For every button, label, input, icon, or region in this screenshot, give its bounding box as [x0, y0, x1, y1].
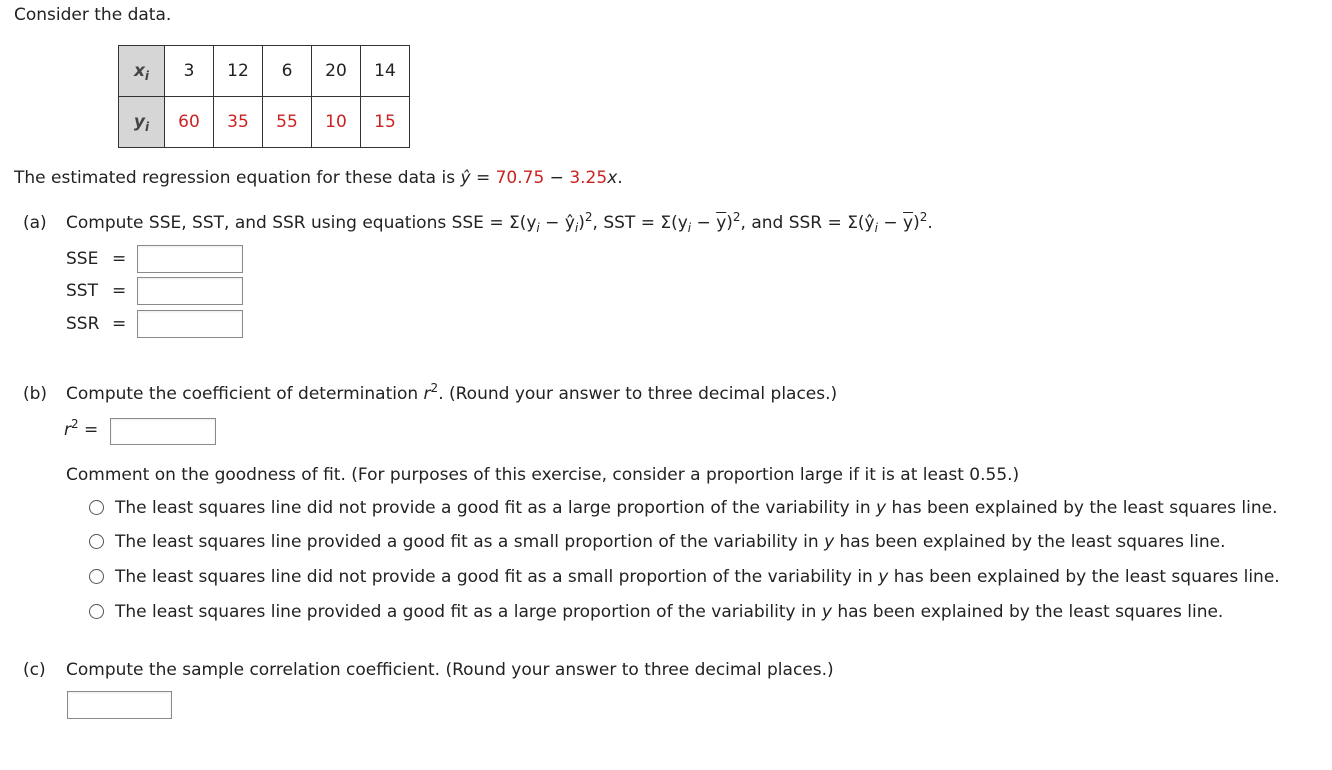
y-cell: 55	[263, 97, 312, 148]
x-cell: 14	[361, 46, 410, 97]
part-c-label: (c)	[23, 660, 46, 680]
sse-formula: $\Sigma(y_i$ − $ŷ_i)^2$	[508, 210, 593, 235]
sst-formula: $\Sigma(y_i - \overline{y})^2$	[660, 210, 741, 235]
y-cell: 35	[214, 97, 263, 148]
sst-input[interactable]	[137, 277, 243, 305]
part-a-text: Compute SSE, SST, and SSR using equations SSE =	[66, 213, 504, 233]
intercept-value: 70.75	[495, 168, 545, 188]
radio-option-4[interactable]	[89, 604, 104, 619]
x-header	[119, 46, 165, 97]
comment-text: Comment on the goodness of fit. (For purposes of this exercise, consider a proportion large if it is at least 0.55.)	[66, 465, 1020, 485]
sst-label: SST	[66, 281, 98, 301]
y-cell: 15	[361, 97, 410, 148]
x-cell: 12	[214, 46, 263, 97]
option-4-label[interactable]: The least squares line provided a good fit as a large proportion of the variability in y has been explained by the least squares line.	[115, 602, 1224, 622]
regression-text: The estimated regression equation for these data is	[14, 168, 456, 188]
x-row	[119, 46, 410, 97]
radio-option-3[interactable]	[89, 569, 104, 584]
sse-label: SSE	[66, 249, 99, 269]
option-3-label[interactable]: The least squares line did not provide a good fit as a small proportion of the variability in y has been explained by the least squares line.	[115, 567, 1280, 587]
ssr-equals: =	[112, 314, 127, 334]
x-cell: 3	[165, 46, 214, 97]
radio-option-2[interactable]	[89, 534, 104, 549]
ssr-text: , and SSR =	[740, 213, 842, 233]
y-row	[119, 97, 410, 148]
r2-input[interactable]	[110, 418, 216, 445]
yhat-symbol: ŷ	[460, 168, 471, 188]
slope-value: 3.25	[569, 168, 608, 188]
ssr-label: SSR	[66, 314, 100, 334]
y-sub: i	[144, 120, 150, 134]
data-table	[118, 45, 410, 148]
option-1-label[interactable]: The least squares line did not provide a good fit as a large proportion of the variability in y has been explained by the least squares line.	[115, 498, 1278, 518]
sse-equals: =	[112, 249, 127, 269]
x-cell: 20	[312, 46, 361, 97]
y-label: y	[133, 112, 145, 132]
part-c-prompt: Compute the sample correlation coefficient. (Round your answer to three decimal places.)	[66, 660, 834, 680]
sst-text: , SST =	[592, 213, 655, 233]
x-cell: 6	[263, 46, 312, 97]
part-a-prompt: Compute SSE, SST, and SSR using equations SSE = $\Sigma(y_i$ − $ŷ_i)^2$, SST = $\Sigma(y_i - \overline{y})^2$, and SSR = $\Sigma(ŷ_i - \overline{y})^2$.	[66, 210, 933, 235]
y-header	[119, 97, 165, 148]
period: .	[617, 168, 623, 188]
part-b-prompt: Compute the coefficient of determination $r^2$. (Round your answer to three decimal places.)	[66, 381, 838, 404]
y-cell: 60	[165, 97, 214, 148]
sse-input[interactable]	[137, 245, 243, 273]
y-cell: 10	[312, 97, 361, 148]
option-2-label[interactable]: The least squares line provided a good fit as a small proportion of the variability in y has been explained by the least squares line.	[115, 532, 1226, 552]
part-b-label: (b)	[23, 384, 48, 404]
correlation-input[interactable]	[67, 691, 172, 719]
x-variable: x	[607, 168, 618, 188]
r2-label: $r^2$ =	[64, 417, 99, 440]
intro-text: Consider the data.	[14, 5, 172, 25]
part-a-label: (a)	[23, 213, 47, 233]
equals-sign: =	[475, 168, 491, 188]
ssr-formula: $\Sigma(ŷ_i - \overline{y})^2$	[847, 210, 928, 235]
regression-line	[14, 168, 623, 188]
minus-sign: −	[549, 168, 564, 188]
x-sub: i	[144, 69, 150, 83]
radio-option-1[interactable]	[89, 500, 104, 515]
ssr-input[interactable]	[137, 310, 243, 338]
x-label: x	[133, 61, 145, 81]
sst-equals: =	[112, 281, 127, 301]
